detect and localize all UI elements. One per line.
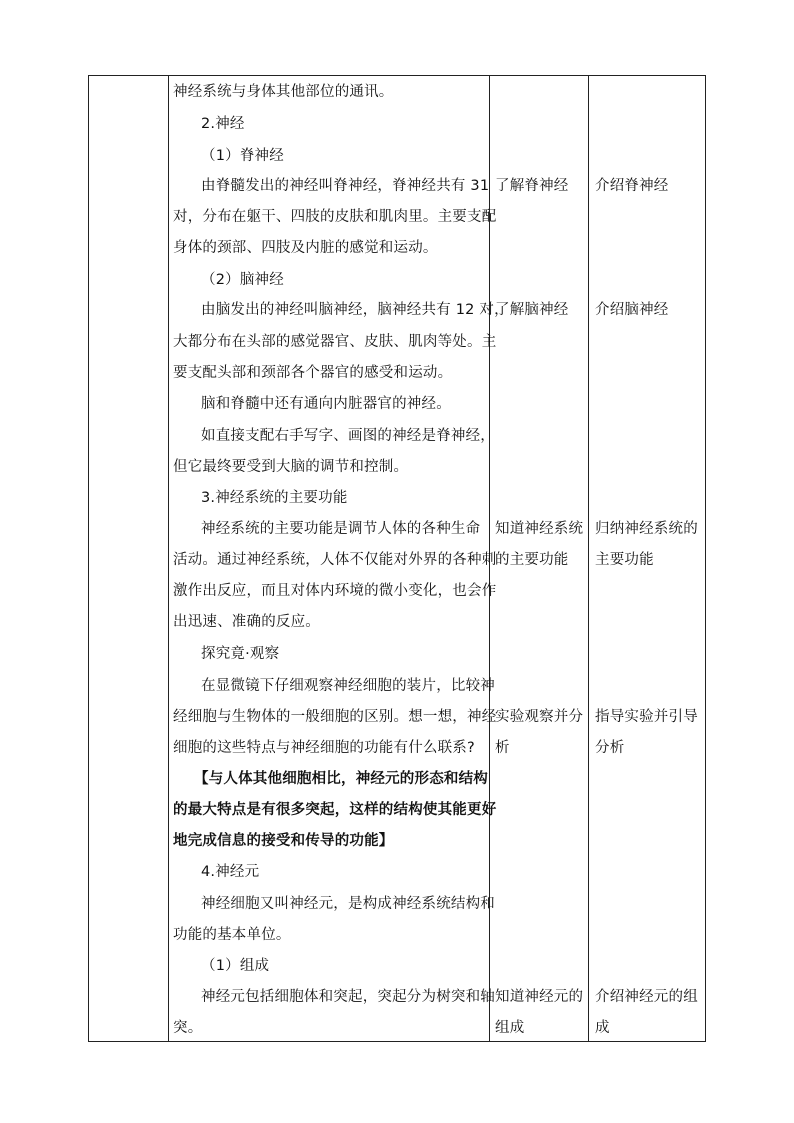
text-line: 神经元包括细胞体和突起，突起分为树突和轴 xyxy=(201,989,495,1005)
text-line: 神经细胞又叫神经元，是构成神经系统结构和 xyxy=(201,896,495,912)
text-line: 细胞的这些特点与神经细胞的功能有什么联系? xyxy=(173,740,475,756)
answer-line: 【与人体其他细胞相比，神经元的形态和结构 xyxy=(194,771,488,787)
text-line: 激作出反应，而且对体内环境的微小变化，也会作 xyxy=(173,583,497,599)
section-heading: 3.神经系统的主要功能 xyxy=(201,490,348,506)
column-divider xyxy=(588,76,589,1041)
teacher-activity: 分析 xyxy=(595,740,625,756)
lesson-table xyxy=(88,75,706,1042)
teacher-activity: 介绍脑神经 xyxy=(595,302,669,318)
teacher-activity: 主要功能 xyxy=(595,552,654,568)
subsection-heading: （1）脊神经 xyxy=(201,148,284,164)
teacher-activity: 指导实验并引导 xyxy=(595,709,698,725)
text-line: 要支配头部和颈部各个器官的感受和运动。 xyxy=(173,365,453,381)
text-line: 对，分布在躯干、四肢的皮肤和肌肉里。主要支配 xyxy=(173,209,497,225)
text-line: 活动。通过神经系统，人体不仅能对外界的各种刺 xyxy=(173,552,497,568)
answer-line: 地完成信息的接受和传导的功能】 xyxy=(173,833,394,849)
student-activity: 了解脑神经 xyxy=(495,302,569,318)
text-line: 由脑发出的神经叫脑神经，脑神经共有 12 对， xyxy=(201,302,509,318)
section-heading: 2.神经 xyxy=(201,116,245,132)
teacher-activity: 归纳神经系统的 xyxy=(595,521,698,537)
text-line: 经细胞与生物体的一般细胞的区别。想一想，神经 xyxy=(173,709,497,725)
text-line: 功能的基本单位。 xyxy=(173,927,291,943)
student-activity: 的主要功能 xyxy=(495,552,569,568)
teacher-activity: 介绍神经元的组 xyxy=(595,989,698,1005)
answer-line: 的最大特点是有很多突起，这样的结构使其能更好 xyxy=(173,802,497,818)
student-activity: 知道神经系统 xyxy=(495,521,584,537)
student-activity: 析 xyxy=(495,740,510,756)
subsection-heading: （2）脑神经 xyxy=(201,272,284,288)
teacher-activity: 成 xyxy=(595,1020,610,1036)
text-line: 脑和脊髓中还有通向内脏器官的神经。 xyxy=(201,396,451,412)
text-line: 但它最终要受到大脑的调节和控制。 xyxy=(173,459,409,475)
student-activity: 知道神经元的 xyxy=(495,989,584,1005)
student-activity: 了解脊神经 xyxy=(495,178,569,194)
text-line: 神经系统的主要功能是调节人体的各种生命 xyxy=(201,521,481,537)
text-line: 在显微镜下仔细观察神经细胞的装片，比较神 xyxy=(201,678,495,694)
text-line: 神经系统与身体其他部位的通讯。 xyxy=(173,84,394,100)
text-line: 大都分布在头部的感觉器官、皮肤、肌肉等处。主 xyxy=(173,334,497,350)
text-line: 身体的颈部、四肢及内脏的感觉和运动。 xyxy=(173,240,438,256)
text-line: 突。 xyxy=(173,1020,203,1036)
section-heading: 4.神经元 xyxy=(201,864,260,880)
student-activity: 实验观察并分 xyxy=(495,709,584,725)
teacher-activity: 介绍脊神经 xyxy=(595,178,669,194)
subsection-heading: （1）组成 xyxy=(201,958,270,974)
student-activity: 组成 xyxy=(495,1020,525,1036)
text-line: 出迅速、准确的反应。 xyxy=(173,614,320,630)
section-heading: 探究竟·观察 xyxy=(201,646,280,662)
text-line: 如直接支配右手写字、画图的神经是脊神经， xyxy=(201,428,495,444)
column-divider xyxy=(168,76,169,1041)
text-line: 由脊髓发出的神经叫脊神经，脊神经共有 31 xyxy=(201,178,490,194)
